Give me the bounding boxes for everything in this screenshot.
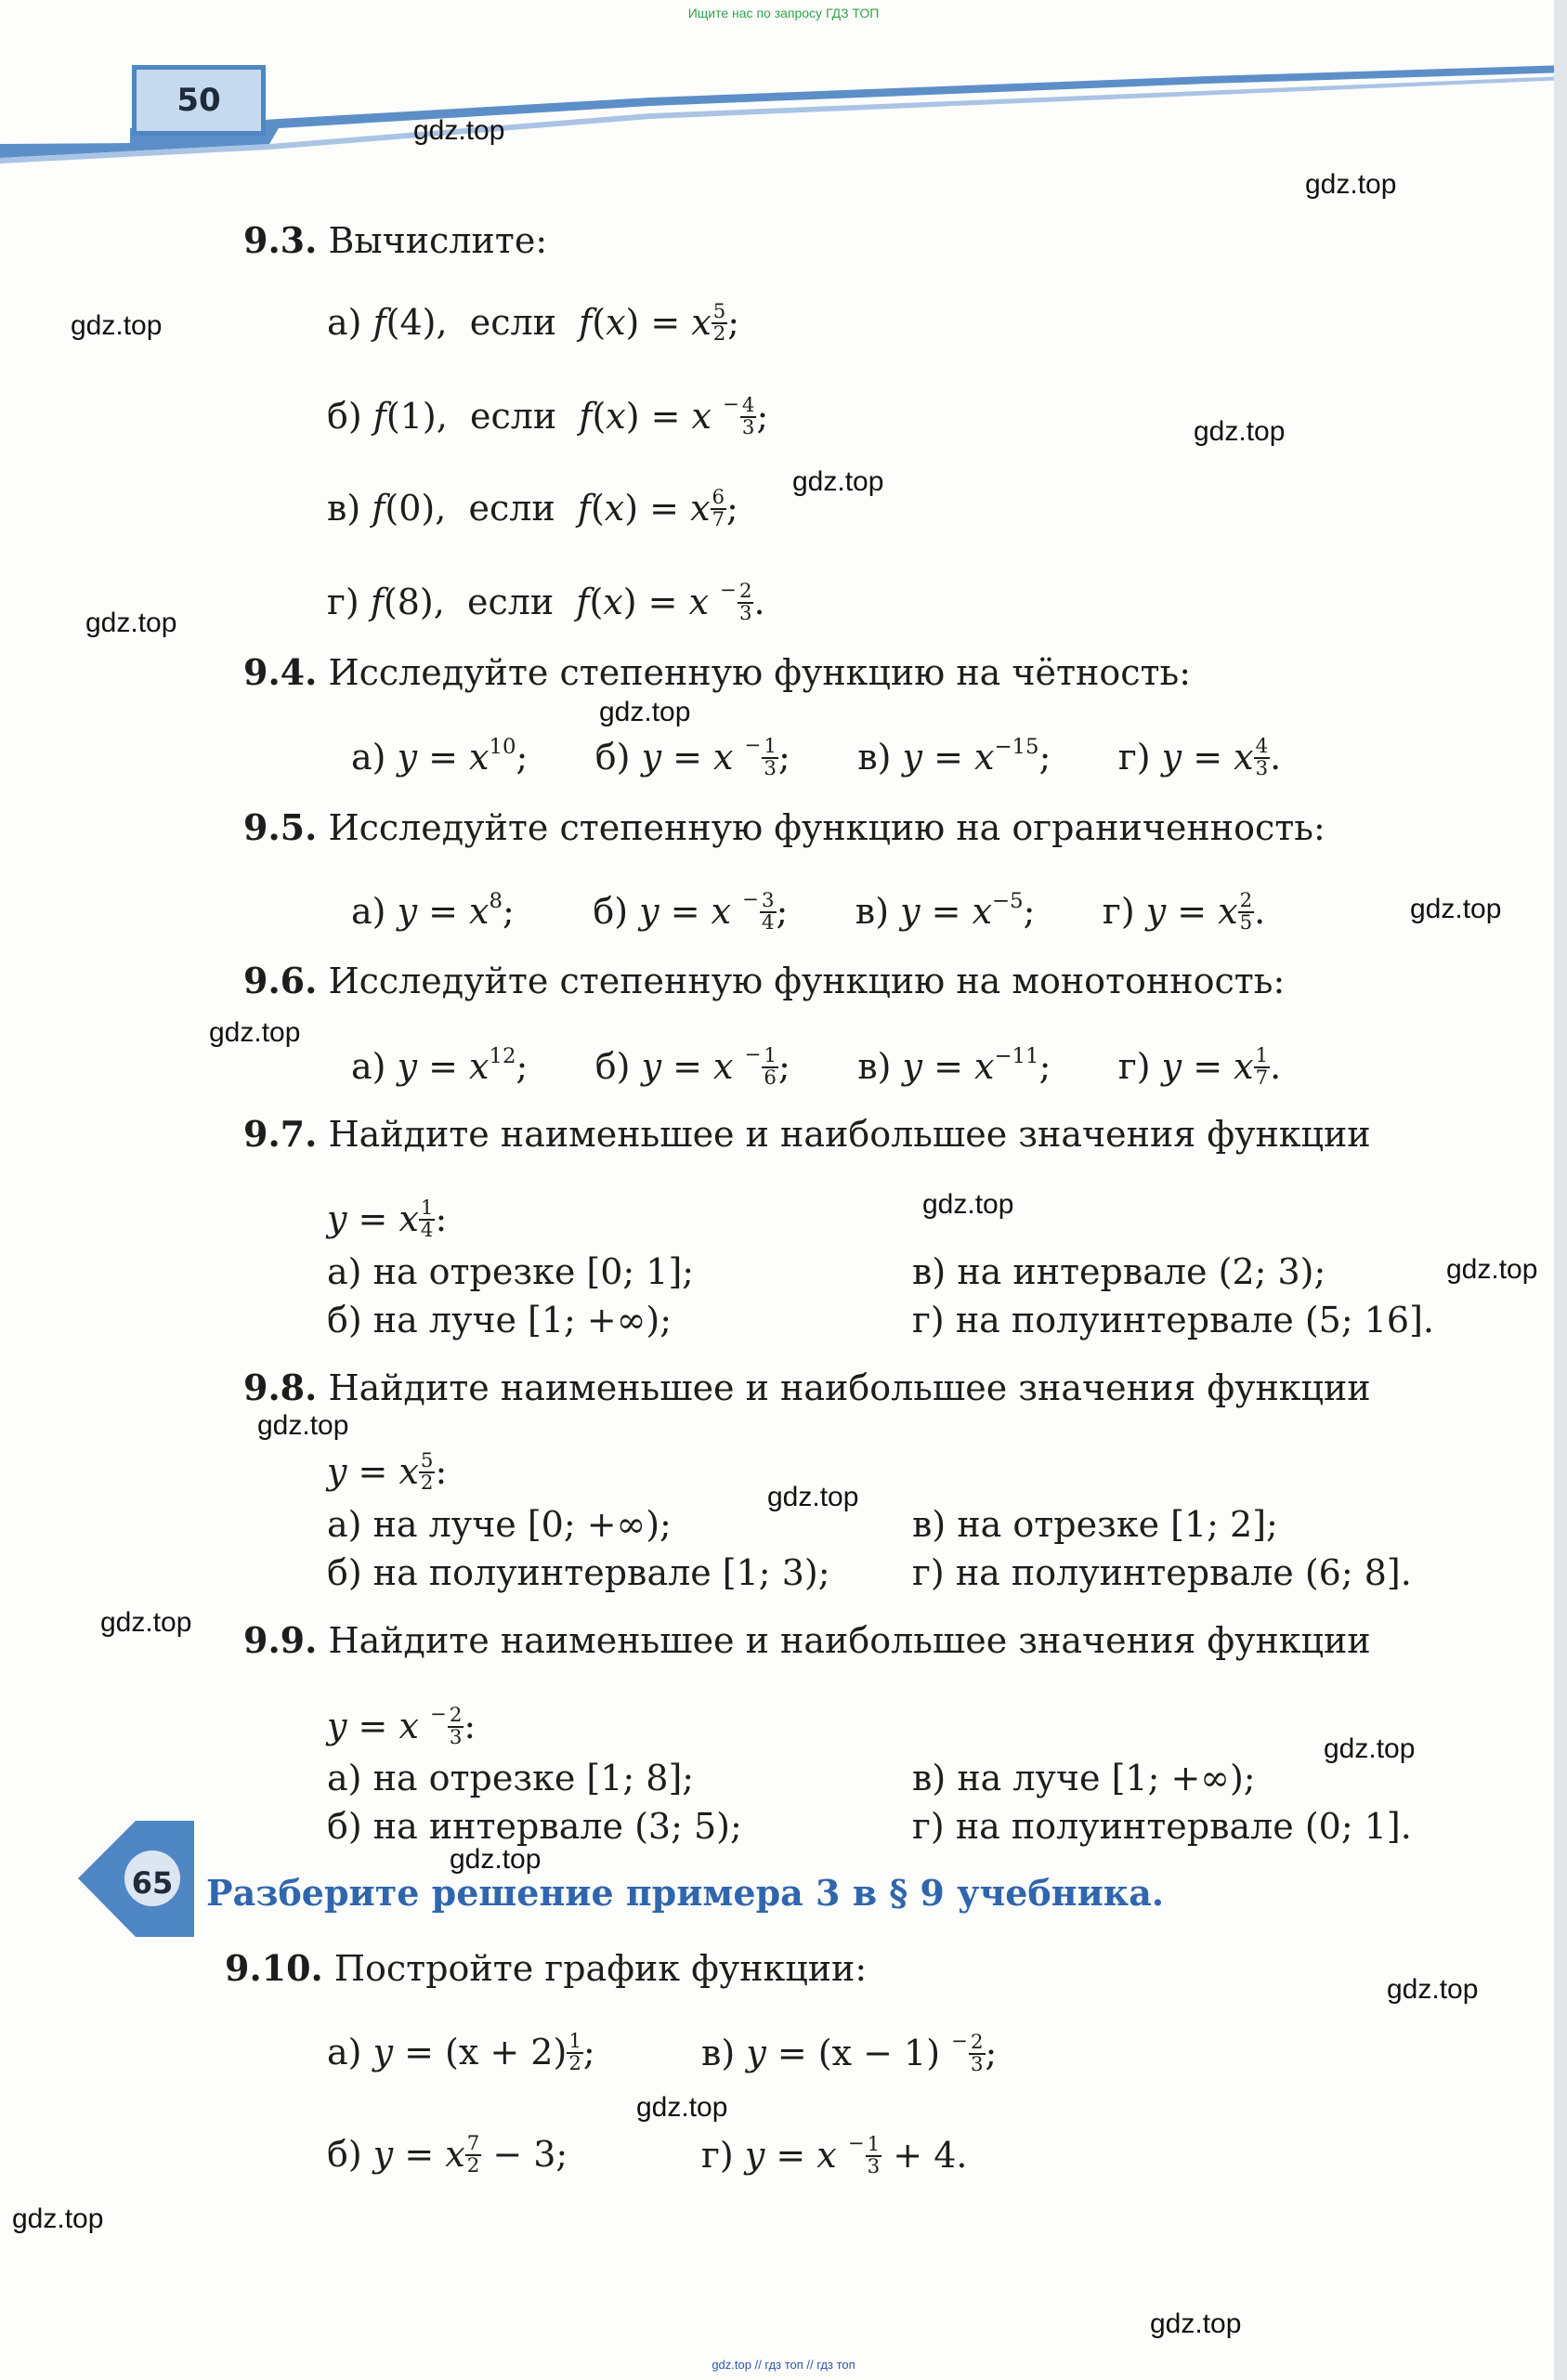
watermark: gdz.top [1387, 1974, 1479, 2005]
exercise-9-10-g: г) y = x − $\frac{1}{3}$ + 4. [701, 2132, 968, 2178]
watermark: gdz.top [1324, 1733, 1416, 1764]
watermark: gdz.top [12, 2203, 104, 2234]
exercise-9-6-title: 9.6. Исследуйте степенную функцию на монотонность: [243, 960, 1286, 1001]
reference-number: 65 [131, 1865, 174, 1901]
exercise-9-7-function: y = x $\frac{1}{4}$ : [327, 1197, 448, 1242]
page-number: 50 [132, 65, 266, 136]
exercise-9-4-title: 9.4. Исследуйте степенную функцию на чётность: [243, 651, 1192, 693]
exercise-9-3-title: 9.3. Вычислите: [243, 219, 548, 261]
exercise-9-7-g: г) на полуинтервале (5; 16]. [912, 1300, 1434, 1340]
exercise-9-8-b: б) на полуинтервале [1; 3); [327, 1552, 830, 1593]
exercise-9-6-items: а) $y = x^{12}$; б) y = x − $\frac{1}{6}$ ; в) $y = x^{-11}$; г) y = x $\frac{1}{7}$ . [351, 1043, 1282, 1090]
exercise-9-9-function: y = x − $\frac{2}{3}$ : [327, 1703, 477, 1749]
exercise-9-5-title: 9.5. Исследуйте степенную функцию на ограниченность: [243, 806, 1325, 848]
exercise-9-3-g: г) f(8), если f(x) = x − $\frac{2}{3}$ . [327, 579, 765, 625]
watermark: gdz.top [792, 466, 884, 497]
exercise-9-9-b: б) на интервале (3; 5); [327, 1806, 742, 1847]
watermark: gdz.top [636, 2092, 728, 2123]
watermark: gdz.top [1194, 416, 1286, 447]
exercise-9-9-a: а) на отрезке [1; 8]; [327, 1758, 695, 1798]
exercise-9-7-v: в) на интервале (2; 3); [912, 1251, 1326, 1292]
exercise-9-8-title: 9.8. Найдите наименьшее и наибольшее значения функции [243, 1367, 1371, 1408]
exercise-9-8-a: а) на луче [0; +∞); [327, 1504, 672, 1545]
exercise-9-9-v: в) на луче [1; +∞); [912, 1758, 1256, 1798]
exercise-9-7-b: б) на луче [1; +∞); [327, 1300, 673, 1340]
watermark: gdz.top [100, 1607, 192, 1638]
watermark: gdz.top [922, 1189, 1014, 1220]
watermark: gdz.top [209, 1017, 301, 1048]
exercise-9-8-v: в) на отрезке [1; 2]; [912, 1504, 1278, 1545]
watermark: gdz.top [599, 697, 691, 727]
watermark: gdz.top [1305, 169, 1397, 200]
reference-note: Разберите решение примера 3 в § 9 учебника. [206, 1872, 1165, 1914]
exercise-9-7-a: а) на отрезке [0; 1]; [327, 1251, 695, 1292]
right-edge-shadow [1554, 0, 1567, 2380]
watermark: gdz.top [1410, 894, 1502, 924]
watermark: gdz.top [413, 115, 505, 146]
exercise-9-10-title: 9.10. Постройте график функции: [225, 1947, 868, 1989]
exercise-9-3-a: а) f(4), если f(x) = x $\frac{5}{2}$ ; [327, 300, 740, 346]
exercise-9-10-a: а) y = (x + 2) $\frac{1}{2}$ ; [327, 2030, 595, 2075]
top-note: Ищите нас по запросу ГДЗ ТОП [687, 6, 880, 20]
exercise-9-9-g: г) на полуинтервале (0; 1]. [912, 1806, 1412, 1847]
exercise-9-8-function: y = x $\frac{5}{2}$ : [327, 1449, 448, 1495]
exercise-9-10-v: в) y = (x − 1) − $\frac{2}{3}$ ; [701, 2030, 998, 2076]
exercise-9-3-b: б) f(1), если f(x) = x − $\frac{4}{3}$ ; [327, 393, 769, 439]
exercise-9-9-title: 9.9. Найдите наименьшее и наибольшее значения функции [243, 1619, 1371, 1661]
exercise-9-5-items: а) $y = x^8$; б) y = x − $\frac{3}{4}$ ; в) $y = x^{-5}$; г) y = x $\frac{2}{5}$ . [351, 888, 1266, 935]
exercise-9-8-g: г) на полуинтервале (6; 8]. [912, 1552, 1412, 1593]
watermark: gdz.top [1150, 2308, 1242, 2339]
exercise-9-3-v: в) f(0), если f(x) = x $\frac{6}{7}$ ; [327, 486, 738, 531]
exercise-9-4-items: а) $y = x^{10}$; б) y = x − $\frac{1}{3}$ ; в) $y = x^{-15}$; г) y = x $\frac{4}{3}$ . [351, 734, 1282, 780]
watermark: gdz.top [71, 310, 163, 341]
watermark: gdz.top [85, 608, 177, 638]
watermark: gdz.top [450, 1844, 542, 1875]
exercise-9-7-title: 9.7. Найдите наименьшее и наибольшее значения функции [243, 1113, 1371, 1155]
exercise-9-10-b: б) y = x $\frac{7}{2}$ − 3; [327, 2132, 568, 2177]
bottom-note: gdz.top // гдз топ // гдз топ [712, 2358, 855, 2372]
watermark: gdz.top [257, 1410, 349, 1441]
watermark: gdz.top [1446, 1254, 1538, 1285]
watermark: gdz.top [767, 1482, 859, 1512]
